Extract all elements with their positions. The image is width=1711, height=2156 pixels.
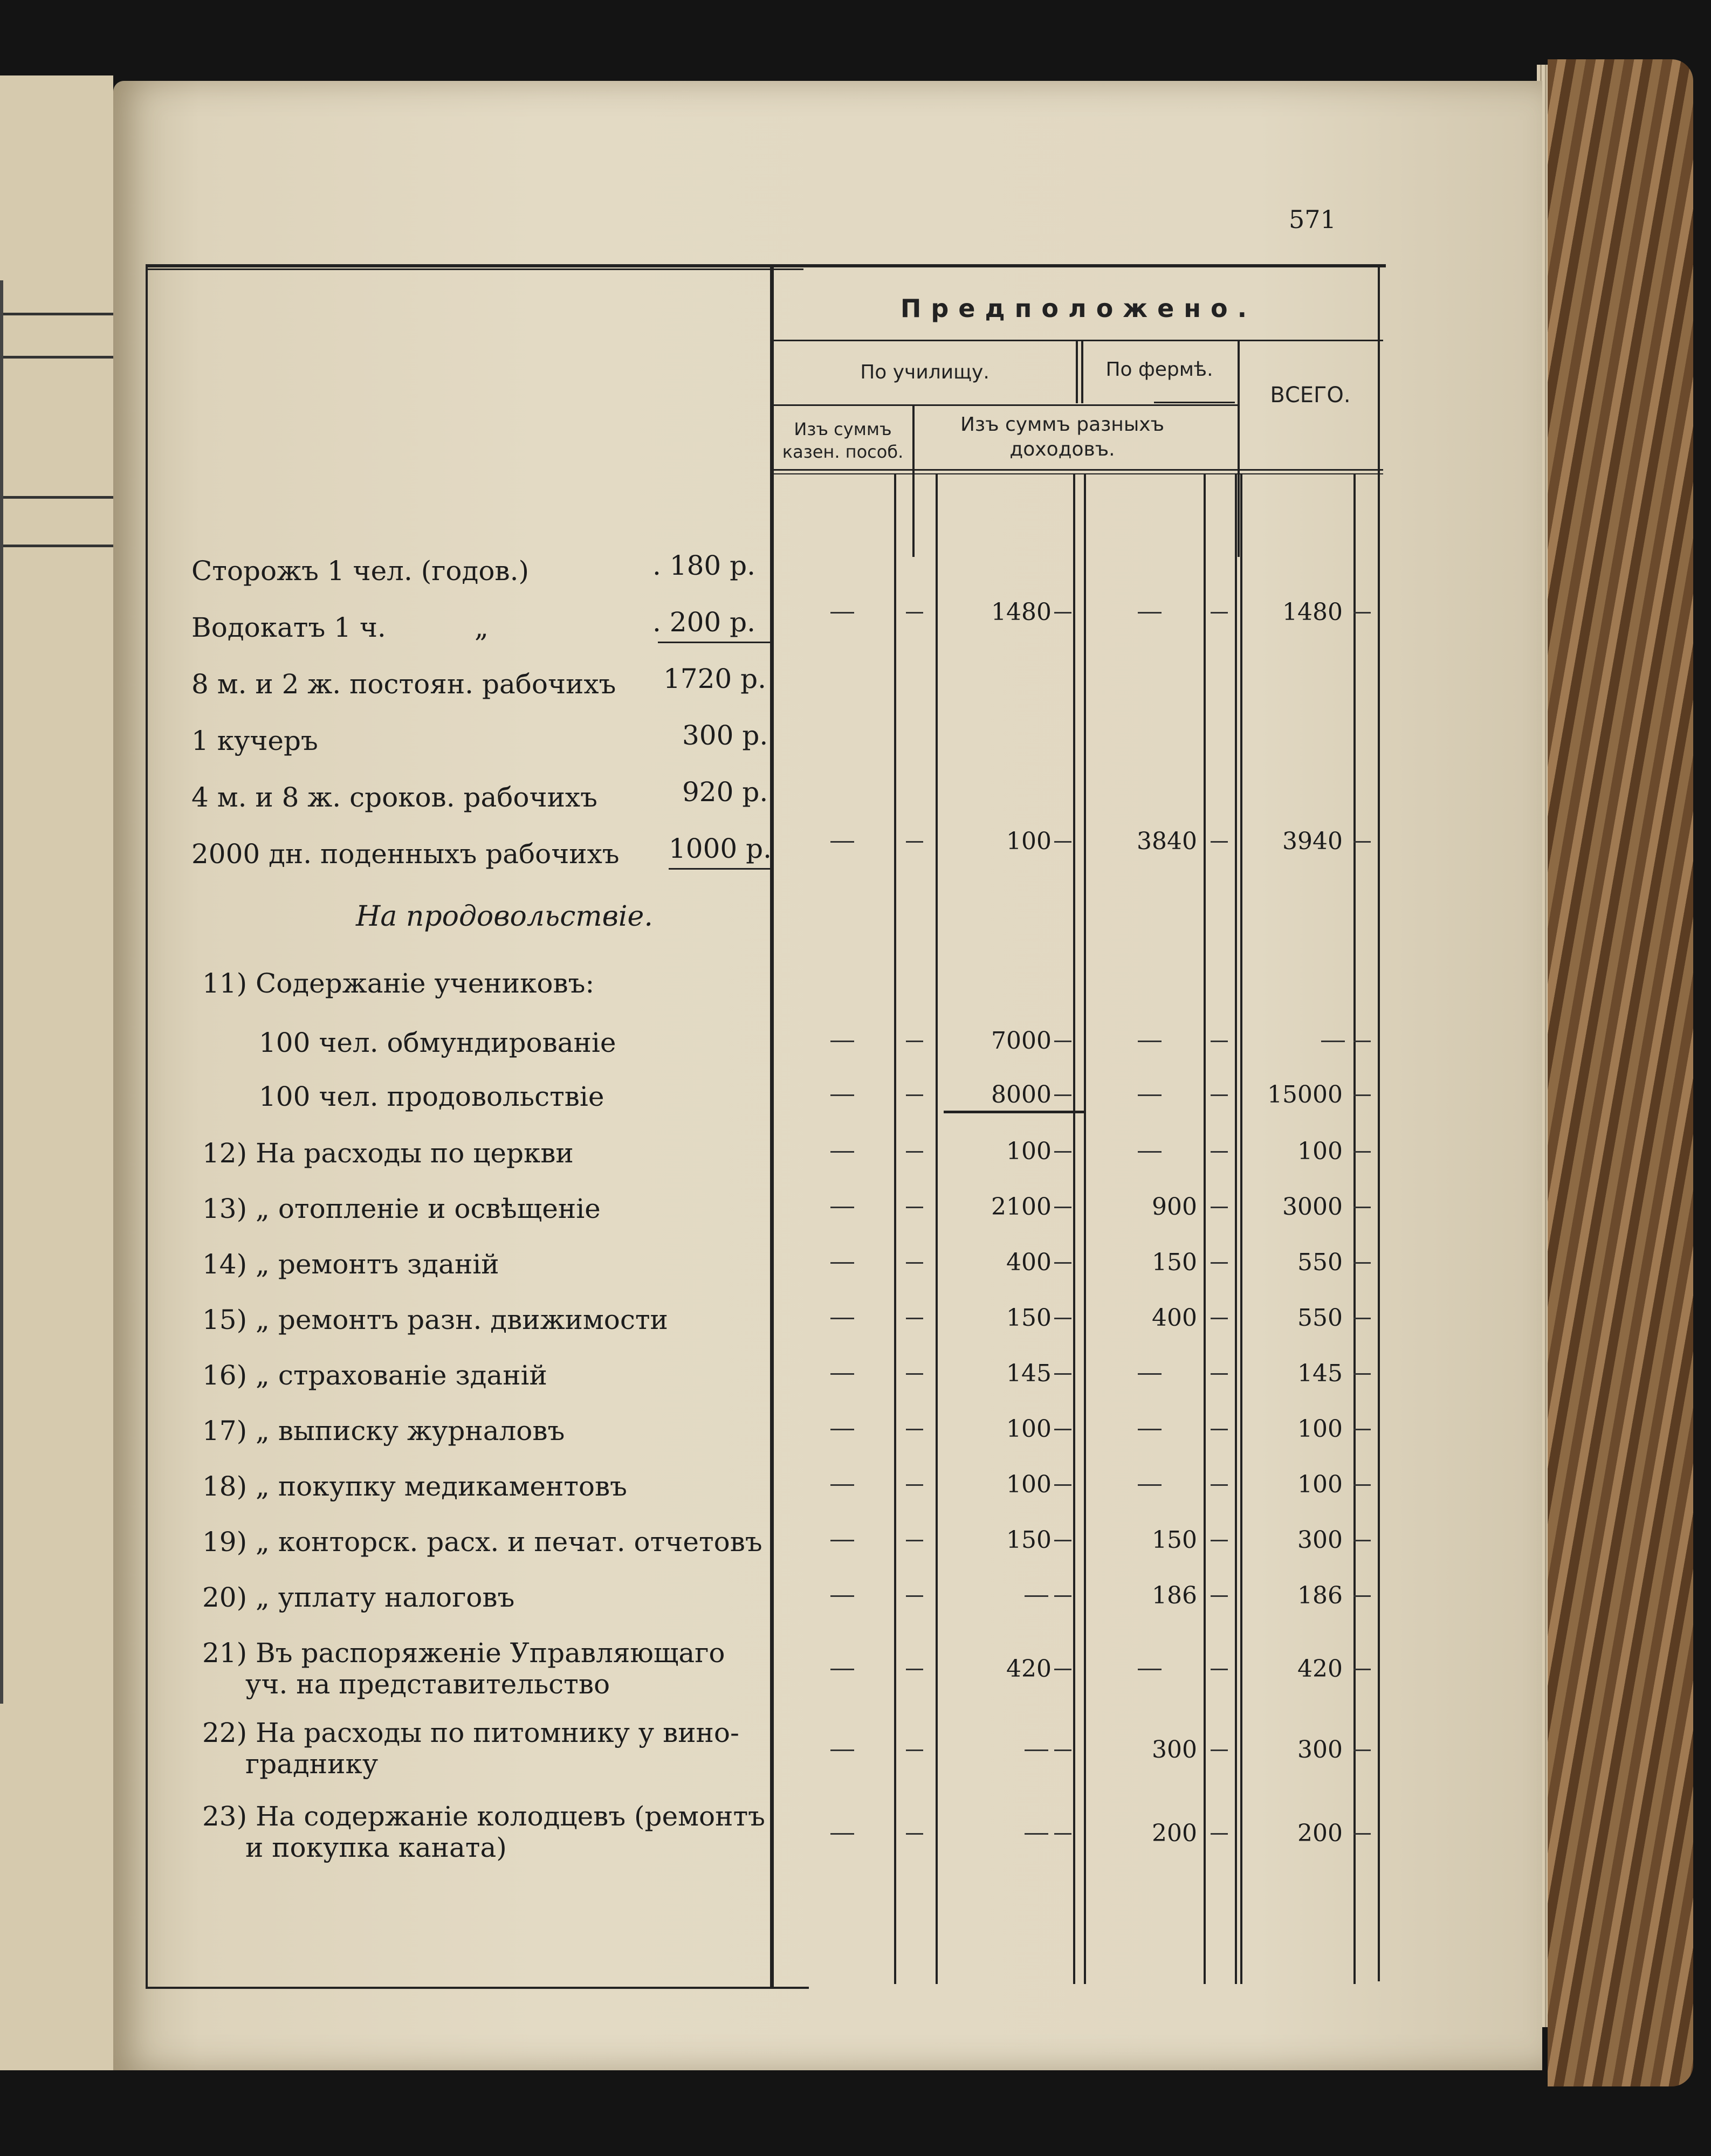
row-school: 100 xyxy=(1006,1471,1052,1498)
row-school: 150 xyxy=(1006,1304,1052,1332)
group2-school: 100 xyxy=(1006,828,1052,855)
wage-ditto: „ xyxy=(475,612,489,643)
row-farm: 150 xyxy=(1152,1526,1197,1554)
wage-label: 2000 дн. поденныхъ рабочихъ xyxy=(191,838,620,870)
header-treasury: Изъ суммъ казен. пособ. xyxy=(782,419,904,462)
row-farm: 400 xyxy=(1152,1304,1197,1332)
row-total: 200 xyxy=(1297,1820,1343,1847)
row-total: 15000 xyxy=(1267,1081,1343,1108)
row-school: 100 xyxy=(1006,1415,1052,1443)
row-total: 550 xyxy=(1297,1304,1343,1332)
row-school: 400 xyxy=(1006,1249,1052,1276)
row-school: 7000 xyxy=(991,1027,1052,1055)
row-label: 15) „ ремонтъ разн. движимости xyxy=(202,1304,668,1335)
row-label: 18) „ покупку медикаментовъ xyxy=(202,1471,627,1502)
row-school: 150 xyxy=(1006,1526,1052,1554)
header-various: Изъ суммъ разныхъ доходовъ. xyxy=(960,414,1164,460)
row-total: 100 xyxy=(1297,1138,1343,1165)
group1-total: 1480 xyxy=(1282,598,1343,626)
wage-amount: . 180 р. xyxy=(652,550,756,581)
row-label: 11) Содержаніе учениковъ: xyxy=(202,968,595,999)
wage-label: Водокатъ 1 ч. xyxy=(191,612,386,643)
row-total: 145 xyxy=(1297,1360,1343,1387)
group1-school: 1480 xyxy=(991,598,1052,626)
row-total: 100 xyxy=(1297,1415,1343,1443)
row-label: 100 чел. продовольствіе xyxy=(259,1081,604,1112)
row-total: 3000 xyxy=(1282,1193,1343,1221)
wage-amount: 300 р. xyxy=(682,720,768,751)
wage-label: Сторожъ 1 чел. (годов.) xyxy=(191,555,529,587)
wage-amount: 1720 р. xyxy=(663,663,767,694)
row-label: 20) „ уплату налоговъ xyxy=(202,1582,515,1613)
row-farm: 300 xyxy=(1152,1736,1197,1764)
row-label: 16) „ страхованіе зданій xyxy=(202,1360,547,1391)
wage-amount: 920 р. xyxy=(682,776,768,808)
row-farm: 900 xyxy=(1152,1193,1197,1221)
page-number: 571 xyxy=(1289,205,1336,234)
row-total: 550 xyxy=(1297,1249,1343,1276)
row-school: 145 xyxy=(1006,1360,1052,1387)
row-school: 8000 xyxy=(991,1081,1052,1108)
row-label: 17) „ выписку журналовъ xyxy=(202,1415,565,1446)
row-label-cont: и покупка каната) xyxy=(245,1832,507,1863)
row-total: 300 xyxy=(1297,1736,1343,1764)
header-by-school: По училищу. xyxy=(860,361,990,383)
row-total: 186 xyxy=(1297,1582,1343,1609)
header-total: ВСЕГО. xyxy=(1270,383,1351,408)
row-school: 420 xyxy=(1006,1655,1052,1683)
row-label: 19) „ конторск. расх. и печат. отчетовъ xyxy=(202,1526,762,1558)
row-label-cont: граднику xyxy=(245,1748,379,1780)
group2-total: 3940 xyxy=(1282,828,1343,855)
left-page-edge xyxy=(0,75,113,2070)
row-label: 23) На содержаніе колодцевъ (ремонтъ xyxy=(202,1801,765,1832)
book-spine xyxy=(1548,59,1693,2086)
wage-amount: 1000 р. xyxy=(669,833,772,864)
header-by-farm: По фермѣ. xyxy=(1105,359,1213,381)
row-total: 300 xyxy=(1297,1526,1343,1554)
group2-farm: 3840 xyxy=(1137,828,1197,855)
row-total: 100 xyxy=(1297,1471,1343,1498)
page xyxy=(113,81,1542,2070)
row-label: 12) На расходы по церкви xyxy=(202,1138,574,1169)
row-label-cont: уч. на представительство xyxy=(245,1669,610,1700)
wage-label: 1 кучеръ xyxy=(191,725,318,756)
row-label: 13) „ отопленіе и освѣщеніе xyxy=(202,1193,601,1224)
header-title: Предположено. xyxy=(900,294,1257,323)
row-label: 22) На расходы по питомнику у вино- xyxy=(202,1717,739,1748)
row-farm: 150 xyxy=(1152,1249,1197,1276)
row-total: 420 xyxy=(1297,1655,1343,1683)
row-school: 100 xyxy=(1006,1138,1052,1165)
wage-label: 4 м. и 8 ж. сроков. рабочихъ xyxy=(191,782,597,813)
row-label: 21) Въ распоряженіе Управляющаго xyxy=(202,1637,725,1669)
row-school: 2100 xyxy=(991,1193,1052,1221)
wage-amount: . 200 р. xyxy=(652,607,756,638)
section-heading: На продовольствіе. xyxy=(356,900,653,933)
row-label: 100 чел. обмундированіе xyxy=(259,1027,616,1058)
wage-label: 8 м. и 2 ж. постоян. рабочихъ xyxy=(191,669,616,700)
row-farm: 186 xyxy=(1152,1582,1197,1609)
row-farm: 200 xyxy=(1152,1820,1197,1847)
row-label: 14) „ ремонтъ зданій xyxy=(202,1249,499,1280)
